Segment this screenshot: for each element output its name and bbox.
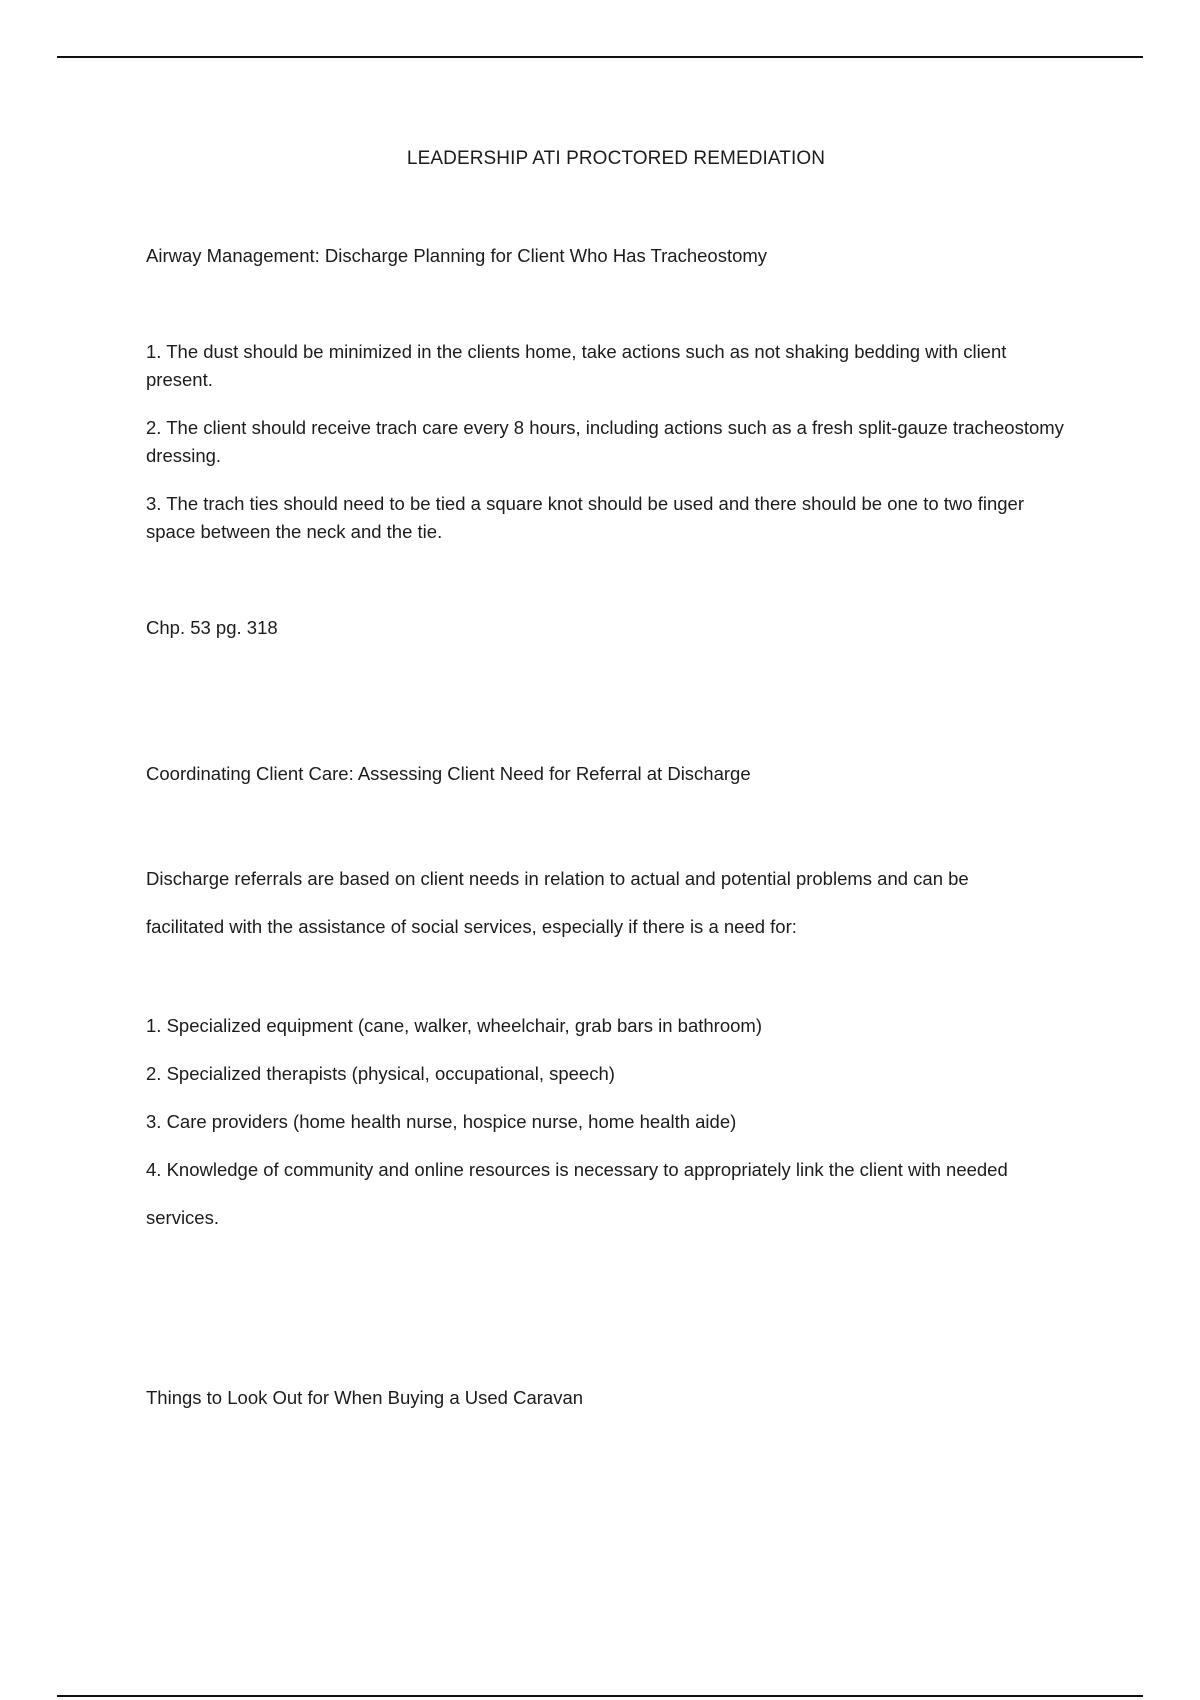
referral-paragraph: Discharge referrals are based on client needs in relation to actual and potential problems and can be facilitated with the assistance of social services, especially if there is a need for:	[146, 868, 969, 937]
list-item: 3. Care providers (home health nurse, hospice nurse, home health aide)	[146, 1111, 737, 1132]
airway-list	[146, 338, 1076, 566]
list-item: 4. Knowledge of community and online resources is necessary to appropriately link the client with needed services.	[146, 1159, 1008, 1228]
list-item: 1. The dust should be minimized in the clients home, take actions such as not shaking bedding with client present.	[146, 341, 1007, 390]
section-heading-airway: Airway Management: Discharge Planning for Client Who Has Tracheostomy	[146, 245, 768, 266]
list-item: 2. Specialized therapists (physical, occupational, speech)	[146, 1063, 615, 1084]
section-heading-coordinating-care: Coordinating Client Care: Assessing Client Need for Referral at Discharge	[146, 763, 751, 784]
referral-list	[146, 1002, 1046, 1242]
list-item: 1. Specialized equipment (cane, walker, wheelchair, grab bars in bathroom)	[146, 1015, 762, 1036]
chapter-reference: Chp. 53 pg. 318	[146, 617, 278, 638]
bottom-rule	[57, 1695, 1143, 1697]
list-item: 2. The client should receive trach care every 8 hours, including actions such as a fresh split-gauze tracheostomy dressing.	[146, 417, 1064, 466]
section-heading-caravan: Things to Look Out for When Buying a Used Caravan	[146, 1387, 584, 1408]
document-title: LEADERSHIP ATI PROCTORED REMEDIATION	[406, 148, 826, 169]
list-item: 3. The trach ties should need to be tied a square knot should be used and there should be one to two finger space between the neck and the tie.	[146, 493, 1024, 542]
